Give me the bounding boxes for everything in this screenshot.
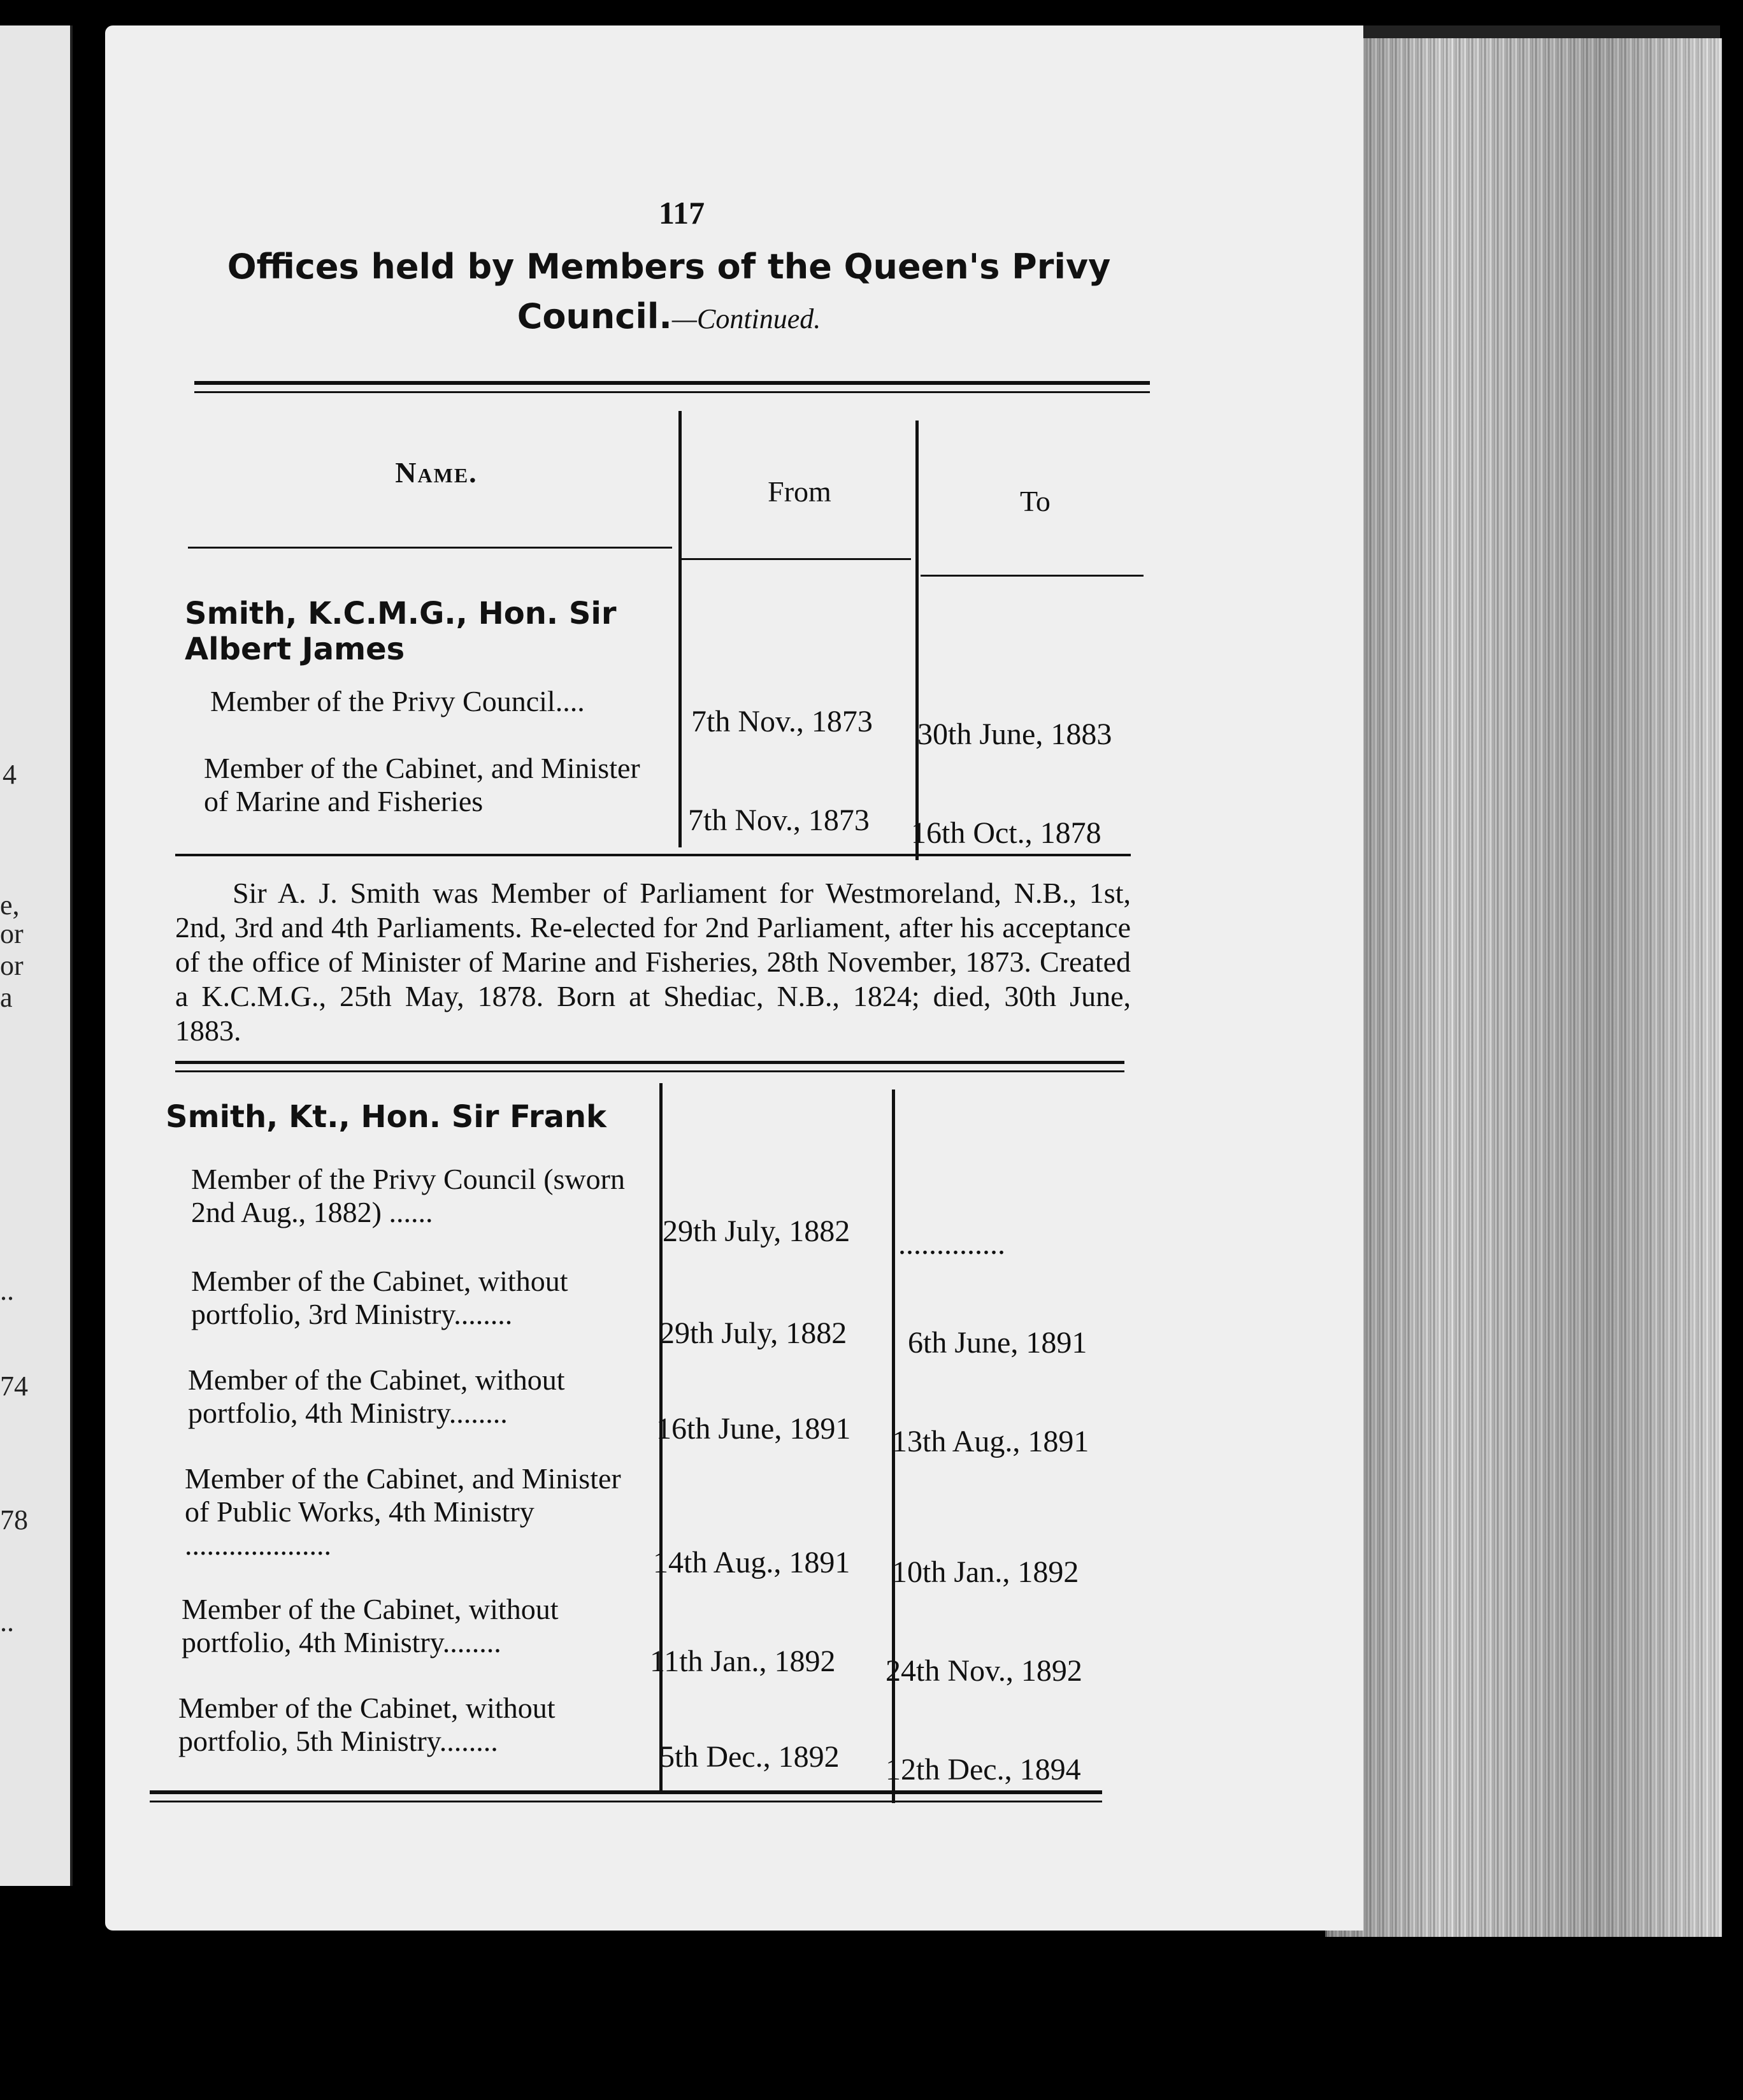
column-divider — [678, 411, 682, 847]
entry-rule — [175, 854, 1131, 856]
page-title — [191, 242, 1147, 344]
office-from-date: 16th June, 1891 — [656, 1412, 851, 1446]
office-from-date: 7th Nov., 1873 — [691, 705, 873, 738]
office-title: Member of the Cabinet, and Minister of Marine and Fisheries — [204, 752, 640, 817]
margin-fragment: a — [0, 982, 13, 1013]
column-header-name: Name. — [395, 456, 478, 489]
office-to-date: 12th Dec., 1894 — [886, 1753, 1081, 1787]
entry-name: Smith, K.C.M.G., Hon. Sir Albert James — [185, 596, 617, 667]
office-title: Member of the Cabinet, and Minister of Public Works, 4th Ministry .................... — [185, 1462, 621, 1561]
office-title: Member of the Privy Council (sworn 2nd Aug., 1882) ...... — [191, 1163, 625, 1228]
margin-fragment: .. — [0, 1275, 14, 1306]
header-bottom-rule-to — [921, 575, 1144, 577]
header-top-rule-thin — [194, 391, 1150, 393]
title-continued: —Continued. — [671, 303, 821, 334]
section-rule — [175, 1061, 1124, 1064]
office-title: Member of the Cabinet, without portfolio, 3rd Ministry........ — [191, 1265, 568, 1330]
office-from-date: 14th Aug., 1891 — [653, 1546, 850, 1579]
office-to-date: 6th June, 1891 — [908, 1326, 1087, 1360]
page-number: 117 — [658, 195, 705, 231]
margin-fragment: 4 — [3, 759, 17, 790]
column-header-from: From — [768, 475, 831, 508]
margin-fragment: e, — [0, 889, 20, 921]
office-from-date: 5th Dec., 1892 — [659, 1740, 840, 1774]
margin-fragment: or — [0, 950, 24, 981]
left-page-edge — [0, 25, 73, 1886]
office-to-date: .............. — [898, 1227, 1005, 1261]
office-from-date: 11th Jan., 1892 — [650, 1644, 836, 1678]
office-title: Member of the Cabinet, without portfolio, 4th Ministry........ — [188, 1363, 565, 1429]
entry-name: Smith, Kt., Hon. Sir Frank — [166, 1099, 606, 1135]
office-title: Member of the Cabinet, without portfolio, 4th Ministry........ — [182, 1593, 559, 1658]
margin-fragment: 74 — [0, 1370, 28, 1402]
margin-fragment: 78 — [0, 1504, 28, 1535]
office-from-date: 29th July, 1882 — [659, 1316, 847, 1350]
margin-fragment: .. — [0, 1606, 14, 1637]
office-title: Member of the Privy Council.... — [210, 685, 585, 717]
column-divider — [915, 421, 919, 860]
column-header-to: To — [1020, 485, 1051, 517]
margin-fragment: or — [0, 918, 24, 949]
header-bottom-rule-from — [682, 558, 911, 560]
office-to-date: 10th Jan., 1892 — [892, 1555, 1079, 1589]
office-to-date: 16th Oct., 1878 — [911, 816, 1101, 850]
table-bottom-rule-thin — [150, 1801, 1102, 1802]
office-to-date: 24th Nov., 1892 — [886, 1654, 1082, 1688]
office-to-date: 30th June, 1883 — [917, 717, 1112, 751]
office-to-date: 13th Aug., 1891 — [892, 1425, 1089, 1458]
office-from-date: 7th Nov., 1873 — [688, 803, 870, 837]
header-bottom-rule-name — [188, 547, 672, 549]
title-main: Offices held by Members of the Queen's Privy Council. — [227, 247, 1111, 336]
office-title: Member of the Cabinet, without portfolio, 5th Ministry........ — [178, 1692, 556, 1757]
office-from-date: 29th July, 1882 — [663, 1214, 850, 1248]
section-rule-thin — [175, 1070, 1124, 1072]
table-bottom-rule — [150, 1790, 1102, 1794]
biographical-note: Sir A. J. Smith was Member of Parliament for Westmoreland, N.B., 1st, 2nd, 3rd and 4th Parliaments. Re-elected for 2nd Parliament, after his acceptance of the office of Minister of Marine and Fisheries, 28th November, 1873. Created a K.C.M.G., 25th May, 1878. Born at Shediac, N.B., 1824; died, 30th June, 1883. — [175, 877, 1131, 1047]
header-top-rule — [194, 381, 1150, 385]
book-page-edges — [1325, 38, 1722, 1937]
